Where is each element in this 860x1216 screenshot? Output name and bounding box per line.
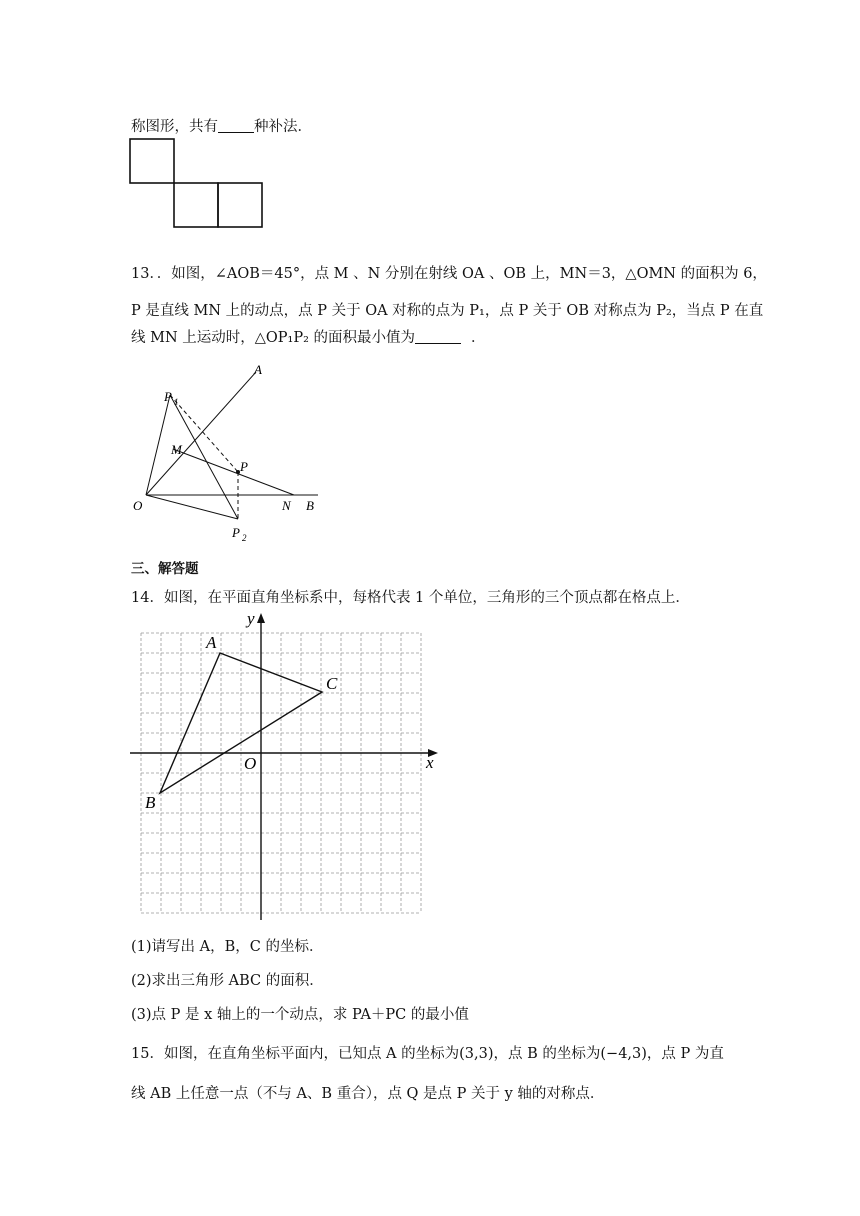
seg-OP1: [146, 395, 170, 495]
label-A: A: [254, 362, 262, 377]
label-B: B: [306, 498, 314, 513]
label-O: O: [133, 498, 143, 513]
q15-line-1: 15．如图，在直角坐标平面内，已知点 A 的坐标为(3,3)，点 B 的坐标为(−4,3)，点 P 为直: [131, 1046, 724, 1062]
label-y: y: [247, 609, 255, 628]
label-P2-sub: 2: [242, 533, 247, 543]
square-3: [218, 183, 262, 227]
q13-line-3: [131, 326, 486, 347]
q12-tail: 称图形，共有: [131, 119, 218, 135]
q12-squares-figure: [129, 138, 265, 228]
q14-coordinate-figure: [120, 608, 450, 928]
section-3-heading: 三、解答题: [131, 561, 199, 577]
q13-blank: [415, 329, 461, 344]
seg-OP2: [146, 495, 238, 519]
label-P: P: [240, 459, 248, 474]
q13-line-1: 13．．如图，∠AOB＝45°，点 M 、N 分别在射线 OA 、OB 上，MN＝3，△OMN 的面积为 6，: [131, 266, 767, 282]
label-M: M: [171, 442, 182, 457]
q15-line-2: 线 AB 上任意一点（不与 A、B 重合），点 Q 是点 P 关于 y 轴的对称点．: [131, 1086, 605, 1102]
q13-figure: [128, 362, 328, 547]
q14-part-1: (1)请写出 A，B，C 的坐标．: [131, 939, 324, 955]
q14-intro: 14．如图，在平面直角坐标系中，每格代表 1 个单位，三角形的三个顶点都在格点上．: [131, 590, 690, 606]
label-A: A: [206, 633, 217, 652]
label-B: B: [145, 793, 156, 812]
label-P1-sub: 1: [174, 397, 179, 407]
label-P1: P: [164, 389, 172, 404]
q14-part-3: (3)点 P 是 x 轴上的一个动点，求 PA＋PC 的最小值: [131, 1007, 469, 1023]
grid: [141, 633, 421, 913]
q12-end: 种补法．: [254, 119, 312, 135]
ray-OA: [146, 372, 256, 495]
square-2: [174, 183, 218, 227]
q13-line-2: P 是直线 MN 上的动点，点 P 关于 OA 对称的点为 P₁，点 P 关于 OB 对称点为 P₂，当点 P 在直: [131, 303, 764, 319]
label-C: C: [326, 674, 338, 693]
label-x: x: [426, 753, 434, 772]
q13-line-3-end: ．: [471, 330, 486, 346]
label-N: N: [282, 498, 291, 513]
y-axis-arrow: [257, 613, 265, 623]
line-MN: [173, 449, 294, 495]
label-P2: P: [232, 525, 240, 540]
q13-line-3-text: 线 MN 上运动时，△OP₁P₂ 的面积最小值为: [131, 330, 416, 346]
q12-blank: [218, 118, 254, 133]
square-1: [130, 139, 174, 183]
q14-part-2: (2)求出三角形 ABC 的面积．: [131, 973, 324, 989]
q12-text: [131, 115, 312, 136]
label-origin: O: [244, 754, 257, 773]
